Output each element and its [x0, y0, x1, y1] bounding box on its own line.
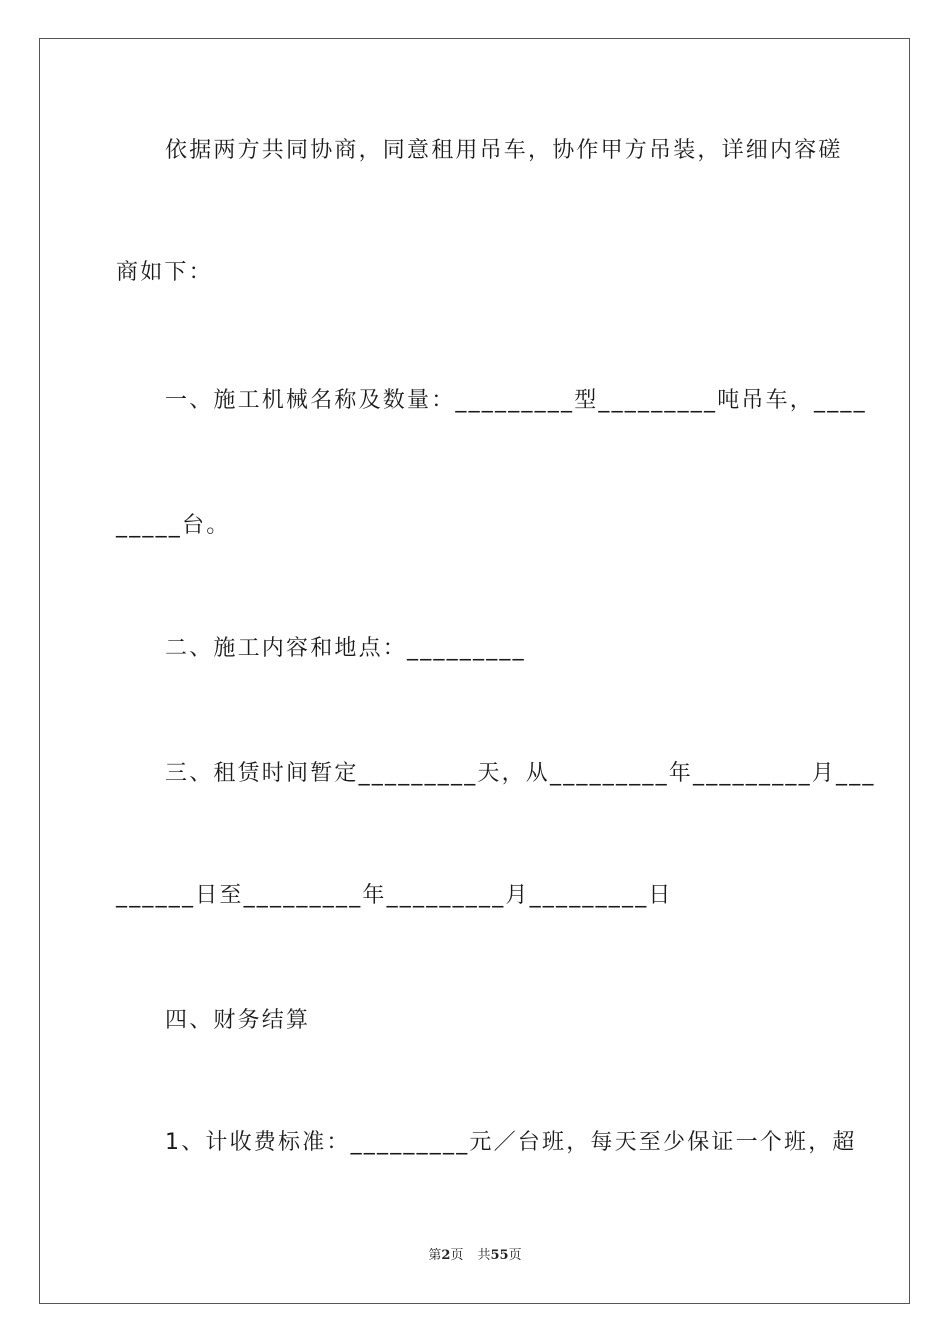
- clause-4-item-1-line: 1、计收费标准：_________元／台班，每天至少保证一个班，超: [165, 1130, 857, 1155]
- clause-4-heading: 四、财务结算: [165, 1008, 311, 1033]
- footer-total-suffix: 页: [508, 1248, 522, 1263]
- footer-page-prefix: 第: [428, 1248, 442, 1263]
- footer-page-suffix: 页: [450, 1248, 464, 1263]
- page-border: [39, 38, 910, 1304]
- footer-total-prefix: 共: [477, 1248, 491, 1263]
- footer-total-pages: 55: [490, 1248, 509, 1263]
- clause-1-line-1: 一、施工机械名称及数量：_________型_________吨吊车，____: [165, 388, 867, 413]
- page-footer: [0, 1247, 950, 1265]
- clause-3-line-2: ______日至_________年_________月_________日: [116, 883, 673, 908]
- footer-page-number: 2: [441, 1248, 451, 1263]
- clause-3-line-1: 三、租赁时间暂定_________天，从_________年_________月___: [165, 761, 876, 786]
- paragraph-line-1: 依据两方共同协商，同意租用吊车，协作甲方吊装，详细内容磋: [165, 138, 843, 163]
- paragraph-line-2: 商如下：: [116, 260, 213, 285]
- clause-2-line: 二、施工内容和地点：_________: [165, 636, 526, 661]
- clause-1-line-2: _____台。: [116, 513, 231, 538]
